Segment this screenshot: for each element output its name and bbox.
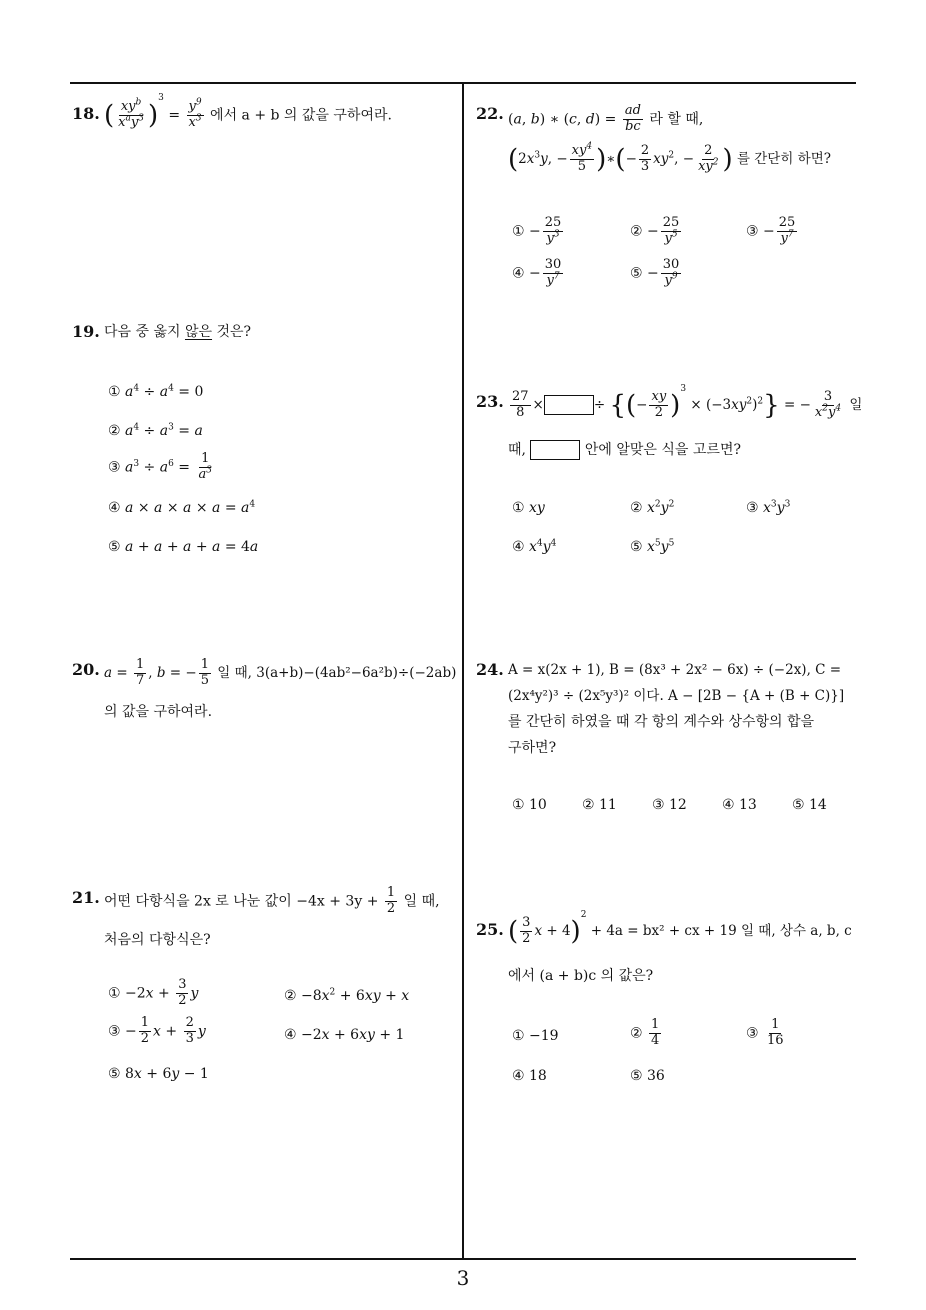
underlined-word: 않은 [184,324,213,340]
question-20-line2: 의 값을 구하여라. [104,704,213,720]
question-number: 24. [476,660,504,679]
page-number: 3 [456,1266,470,1290]
question-number: 23. [476,392,504,411]
option-4[interactable]: ④ 13 [722,797,757,813]
question-19-stem: 다음 중 옳지 않은 것은? [104,324,252,340]
question-22-line1: (a, b) ∗ (c, d) = $\frac{ad}{bc}$ 라 할 때, [508,103,704,134]
option-3[interactable]: ③ $\frac{1}{16}$ [746,1017,784,1048]
option-5[interactable]: ⑤ 36 [630,1068,665,1084]
question-number: 25. [476,920,504,939]
bottom-rule [70,1258,856,1260]
option-4[interactable]: ④ $a \times a \times a \times a = a^4$ [108,499,256,516]
option-3[interactable]: ③ $a^3 \div a^6$ = $\frac{1}{a^3}$ [108,451,212,482]
option-5[interactable]: ⑤ $x^5y^5$ [630,538,675,555]
question-number: 19. [72,322,100,341]
question-20-line1: a = $\frac{1}{7}$ , b = − $\frac{1}{5}$ 일 때, 3(a+b)−(4ab²−6a²b)÷(−2ab) [104,657,457,688]
question-22-line2: ($2x^3y$, − $\frac{xy^4}{5}$ )∗(− $\frac{2}{3}$ $xy^2$, − $\frac{2}{xy^2}$ ) 를 간단히 하면? [508,141,832,175]
option-2[interactable]: ② $-8x^2 + 6xy + x$ [284,987,410,1004]
question-24-line4: 구하면? [508,740,557,756]
option-4[interactable]: ④ $x^4y^4$ [512,538,557,555]
option-1[interactable]: ① 10 [512,797,547,813]
option-4[interactable]: ④ −2x + 6xy + 1 [284,1027,405,1043]
question-23-line1: $\frac{27}{8}$ × ÷ {(− $\frac{xy}{2}$ )$^3 \times (-3xy^2)^2$} = − $\frac{3}{x^2y^4}$ 일 [512,384,863,421]
question-18: ( $\frac{xy^b}{x^ay^3}$ )$^3$ = $\frac{y^9}{x^3}$ 에서 a + b 의 값을 구하여라. [104,92,392,131]
option-3[interactable]: ③ $x^3y^3$ [746,499,791,516]
question-23-line2: 때, 안에 알맞은 식을 고르면? [508,442,741,458]
question-25-line2: 에서 (a + b)c 의 값은? [508,968,654,984]
option-2[interactable]: ② $x^2y^2$ [630,499,675,516]
option-1[interactable]: ① −2x + $\frac{3}{2}$ y [108,977,199,1008]
answer-blank-box [530,440,580,460]
center-divider [462,82,464,1259]
option-5[interactable]: ⑤ a + a + a + a = 4a [108,539,259,555]
question-21-line2: 처음의 다항식은? [104,932,211,948]
option-2[interactable]: ② 11 [582,797,617,813]
option-3[interactable]: ③ − $\frac{25}{y^7}$ [746,215,796,246]
question-25-line1: ( $\frac{3}{2}$ x + 4)$^2$ + 4a = bx² + cx + 19 일 때, 상수 a, b, c [508,910,852,947]
question-24-line3: 를 간단히 하였을 때 각 항의 계수와 상수항의 합을 [508,714,815,730]
option-1[interactable]: ① − $\frac{25}{y^3}$ [512,215,562,246]
option-5[interactable]: ⑤ − $\frac{30}{y^9}$ [630,257,680,288]
question-24-line1: A = x(2x + 1), B = (8x³ + 2x² − 6x) ÷ (−2x), C = [508,662,842,678]
question-number: 21. [72,888,100,907]
question-number: 20. [72,660,100,679]
option-1[interactable]: ① $a^4 \div a^4 = 0$ [108,383,204,400]
option-3[interactable]: ③ − $\frac{1}{2}$ x + $\frac{2}{3}$ y [108,1015,206,1046]
option-2[interactable]: ② − $\frac{25}{y^5}$ [630,215,680,246]
question-number: 18. [72,104,100,123]
option-2[interactable]: ② $a^4 \div a^3 = a$ [108,422,203,439]
question-24-line2: (2x⁴y²)³ ÷ (2x⁵y³)² 이다. A − [2B − {A + (B + C)}] [508,688,845,704]
option-3[interactable]: ③ 12 [652,797,687,813]
option-4[interactable]: ④ − $\frac{30}{y^7}$ [512,257,562,288]
option-4[interactable]: ④ 18 [512,1068,547,1084]
option-5[interactable]: ⑤ 8x + 6y − 1 [108,1066,209,1082]
option-2[interactable]: ② $\frac{1}{4}$ [630,1017,660,1048]
option-1[interactable]: ① xy [512,500,545,516]
option-5[interactable]: ⑤ 14 [792,797,827,813]
answer-blank-box [544,395,594,415]
option-1[interactable]: ① −19 [512,1028,559,1044]
question-18-text: 에서 a + b 의 값을 구하여라. [210,107,392,124]
question-21-line1: 어떤 다항식을 2x 로 나눈 값이 −4x + 3y + $\frac{1}{2}$ 일 때, [104,885,440,916]
question-number: 22. [476,104,504,123]
